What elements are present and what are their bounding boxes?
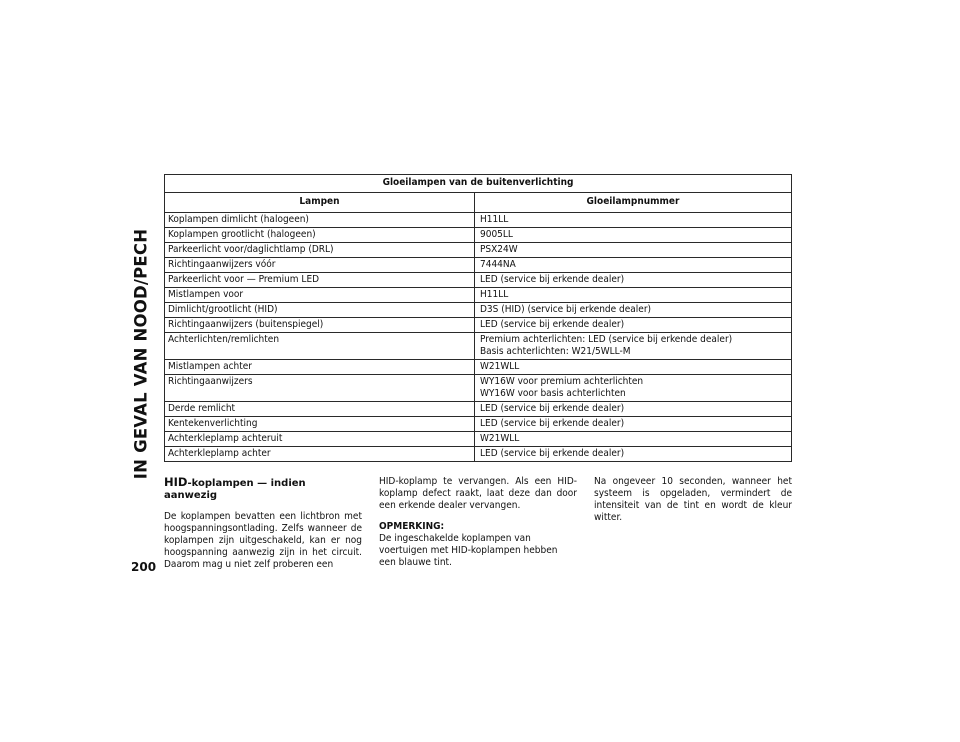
bulb-number-cell: [475, 228, 792, 243]
page-number: 200: [131, 560, 157, 574]
bulb-number-line: D3S (HID) (service bij erkende dealer): [480, 304, 652, 315]
paragraph-hid-tint: Na ongeveer 10 seconden, wanneer het systeem is opgeladen, vermindert de intensiteit van de tint en wordt de kleur witter.: [594, 476, 792, 523]
note-title: OPMERKING:: [379, 521, 445, 532]
table-row: [165, 273, 792, 288]
bulb-number-cell: [475, 273, 792, 288]
bulb-number-cell: [475, 333, 792, 360]
bulb-number-cell: [475, 213, 792, 228]
lamp-name-cell: Richtingaanwijzers: [165, 375, 475, 402]
bulb-number-line: H11LL: [480, 214, 509, 225]
bulb-number-line: H11LL: [480, 289, 509, 300]
lamp-name-cell: Dimlicht/grootlicht (HID): [165, 303, 475, 318]
lamp-name-cell: Parkeerlicht voor/daglichtlamp (DRL): [165, 243, 475, 258]
section-heading: [164, 476, 362, 502]
bulb-number-cell: [475, 417, 792, 432]
table-row: [165, 432, 792, 447]
lamp-name-cell: Achterkleplamp achter: [165, 447, 475, 462]
text-column-2: [379, 476, 577, 571]
bulb-number-cell: [475, 243, 792, 258]
column-header-gloeilampnummer: Gloeilampnummer: [475, 193, 792, 213]
table-row: [165, 258, 792, 273]
bulb-number-line: Basis achterlichten: W21/5WLL-M: [480, 346, 631, 357]
table-row: [165, 447, 792, 462]
bulb-number-line: W21WLL: [480, 433, 520, 444]
table-row: [165, 402, 792, 417]
bulb-number-cell: [475, 258, 792, 273]
lamp-name-cell: Kentekenverlichting: [165, 417, 475, 432]
table-row: [165, 333, 792, 360]
lamp-name-cell: Derde remlicht: [165, 402, 475, 417]
text-column-1: [164, 476, 362, 571]
lamp-name-cell: Koplampen grootlicht (halogeen): [165, 228, 475, 243]
table-row: [165, 318, 792, 333]
lamp-name-cell: Mistlampen achter: [165, 360, 475, 375]
note-body: De ingeschakelde koplampen van voertuigen met HID-koplampen hebben een blauwe tint.: [379, 533, 558, 568]
bulb-number-line: 9005LL: [480, 229, 513, 240]
bulb-number-line: PSX24W: [480, 244, 518, 255]
table-row: [165, 213, 792, 228]
section-heading-prefix: HID: [164, 475, 188, 489]
lamp-name-cell: Mistlampen voor: [165, 288, 475, 303]
bulb-number-cell: [475, 288, 792, 303]
column-header-lampen: Lampen: [165, 193, 475, 213]
bulb-number-cell: [475, 432, 792, 447]
lamp-name-cell: Achterkleplamp achteruit: [165, 432, 475, 447]
bulb-number-line: LED (service bij erkende dealer): [480, 274, 625, 285]
table-row: [165, 417, 792, 432]
lamp-name-cell: Achterlichten/remlichten: [165, 333, 475, 360]
table-row: [165, 288, 792, 303]
paragraph-hid-warning: De koplampen bevatten een lichtbron met hoogspanningsontlading. Zelfs wanneer de koplampen zijn uitgeschakeld, kan er nog hoogspanning aanwezig zijn in het circuit. Daarom mag u niet zelf proberen een: [164, 511, 362, 570]
bulb-number-line: Premium achterlichten: LED (service bij erkende dealer): [480, 334, 733, 345]
hid-section: [164, 476, 794, 571]
table-body: [165, 213, 792, 462]
paragraph-hid-replace: HID-koplamp te vervangen. Als een HID-koplamp defect raakt, laat deze dan door een erkende dealer vervangen.: [379, 476, 577, 511]
bulb-number-line: LED (service bij erkende dealer): [480, 448, 625, 459]
table-row: [165, 360, 792, 375]
exterior-bulbs-table: [164, 174, 792, 462]
bulb-number-line: LED (service bij erkende dealer): [480, 403, 625, 414]
bulb-number-line: WY16W voor premium achterlichten: [480, 376, 644, 387]
table-row: [165, 303, 792, 318]
bulb-number-line: W21WLL: [480, 361, 520, 372]
bulb-number-cell: [475, 303, 792, 318]
lamp-name-cell: Richtingaanwijzers (buitenspiegel): [165, 318, 475, 333]
table-row: [165, 243, 792, 258]
bulb-number-cell: [475, 318, 792, 333]
table-caption: Gloeilampen van de buitenverlichting: [165, 175, 792, 193]
bulb-number-cell: [475, 402, 792, 417]
bulb-number-line: WY16W voor basis achterlichten: [480, 388, 626, 399]
lamp-name-cell: Koplampen dimlicht (halogeen): [165, 213, 475, 228]
chapter-side-tab: [128, 168, 154, 540]
text-column-3: [594, 476, 792, 571]
bulb-number-line: LED (service bij erkende dealer): [480, 418, 625, 429]
bulb-number-line: LED (service bij erkende dealer): [480, 319, 625, 330]
bulb-number-cell: [475, 447, 792, 462]
bulb-number-cell: [475, 360, 792, 375]
bulb-number-cell: [475, 375, 792, 402]
section-heading-rest: -koplampen — indien aanwezig: [164, 478, 306, 501]
table-row: [165, 375, 792, 402]
table-row: [165, 228, 792, 243]
lamp-name-cell: Richtingaanwijzers vóór: [165, 258, 475, 273]
bulb-number-line: 7444NA: [480, 259, 516, 270]
lamp-name-cell: Parkeerlicht voor — Premium LED: [165, 273, 475, 288]
chapter-title: IN GEVAL VAN NOOD/PECH: [131, 228, 151, 480]
